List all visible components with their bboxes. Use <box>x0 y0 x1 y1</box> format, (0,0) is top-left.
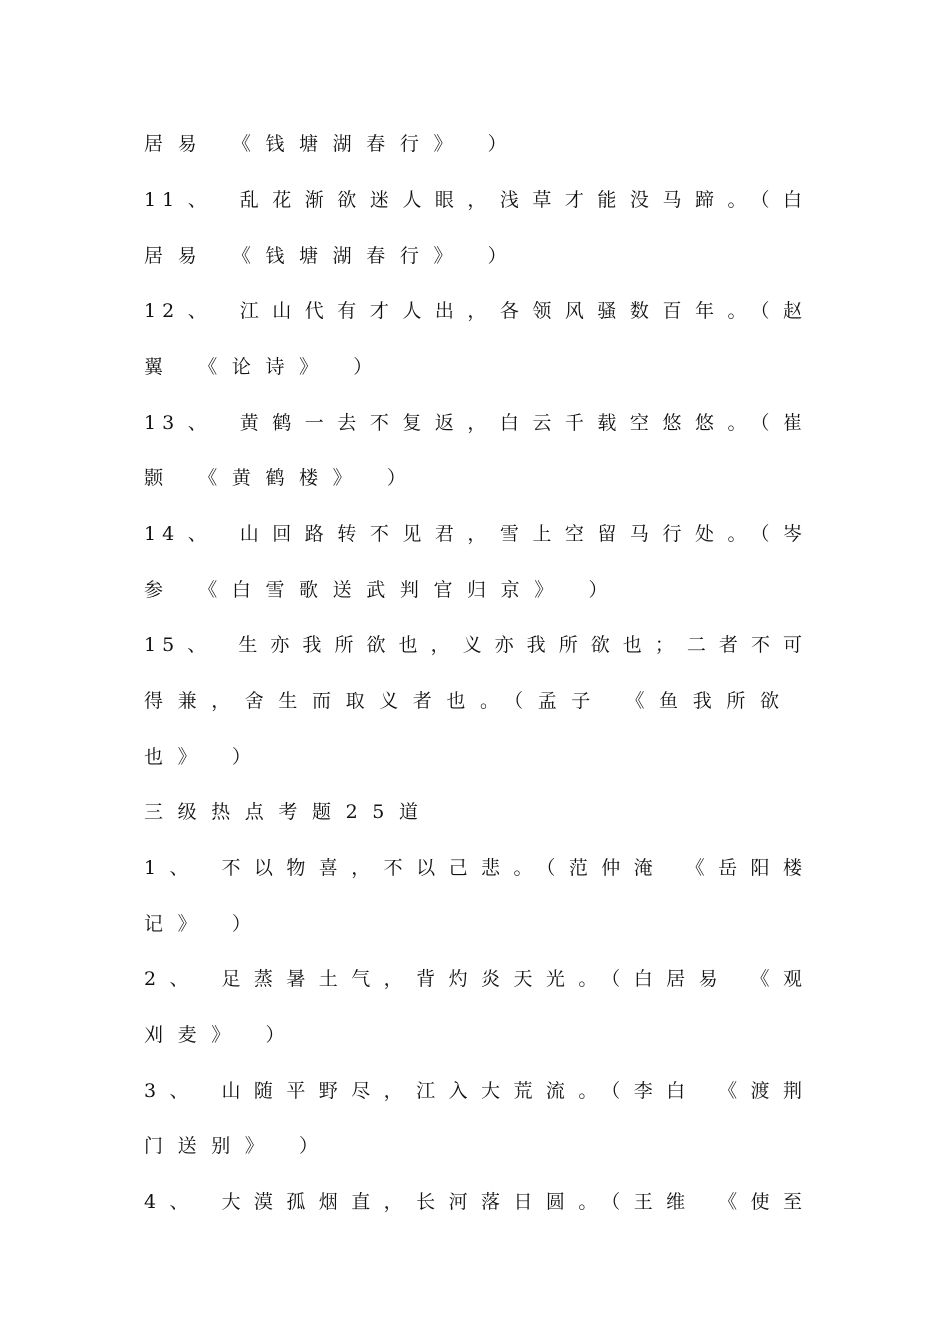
text-line: 15、 生亦我所欲也，义亦我所欲也；二者不可 <box>144 634 808 656</box>
text-line: 4、 大漠孤烟直，长河落日圆。（王维 《使至 <box>144 1191 808 1213</box>
text-line: 13、 黄鹤一去不复返，白云千载空悠悠。（崔 <box>144 412 808 434</box>
text-line: 门送别》 ） <box>144 1135 333 1157</box>
text-line: 居易 《钱塘湖春行》 ） <box>144 133 522 155</box>
text-line: 1、 不以物喜，不以己悲。（范仲淹 《岳阳楼 <box>144 857 808 879</box>
text-line: 3、 山随平野尽，江入大荒流。（李白 《渡荆 <box>144 1080 808 1102</box>
text-line: 2、 足蒸暑土气，背灼炎天光。（白居易 《观 <box>144 968 808 990</box>
text-line: 14、 山回路转不见君，雪上空留马行处。（岑 <box>144 523 808 545</box>
text-line: 刈麦》 ） <box>144 1024 300 1046</box>
text-line: 居易 《钱塘湖春行》 ） <box>144 245 522 267</box>
text-line: 参 《白雪歌送武判官归京》 ） <box>144 579 623 601</box>
section-heading: 三级热点考题25道 <box>144 801 433 823</box>
text-line: 得兼，舍生而取义者也。（孟子 《鱼我所欲 <box>144 690 794 712</box>
text-line: 翼 《论诗》 ） <box>144 356 387 378</box>
text-line: 12、 江山代有才人出，各领风骚数百年。（赵 <box>144 300 808 322</box>
text-line: 记》 ） <box>144 913 266 935</box>
text-line: 11、 乱花渐欲迷人眼，浅草才能没马蹄。（白 <box>144 189 808 211</box>
text-line: 也》 ） <box>144 746 266 768</box>
text-line: 颢 《黄鹤楼》 ） <box>144 467 421 489</box>
